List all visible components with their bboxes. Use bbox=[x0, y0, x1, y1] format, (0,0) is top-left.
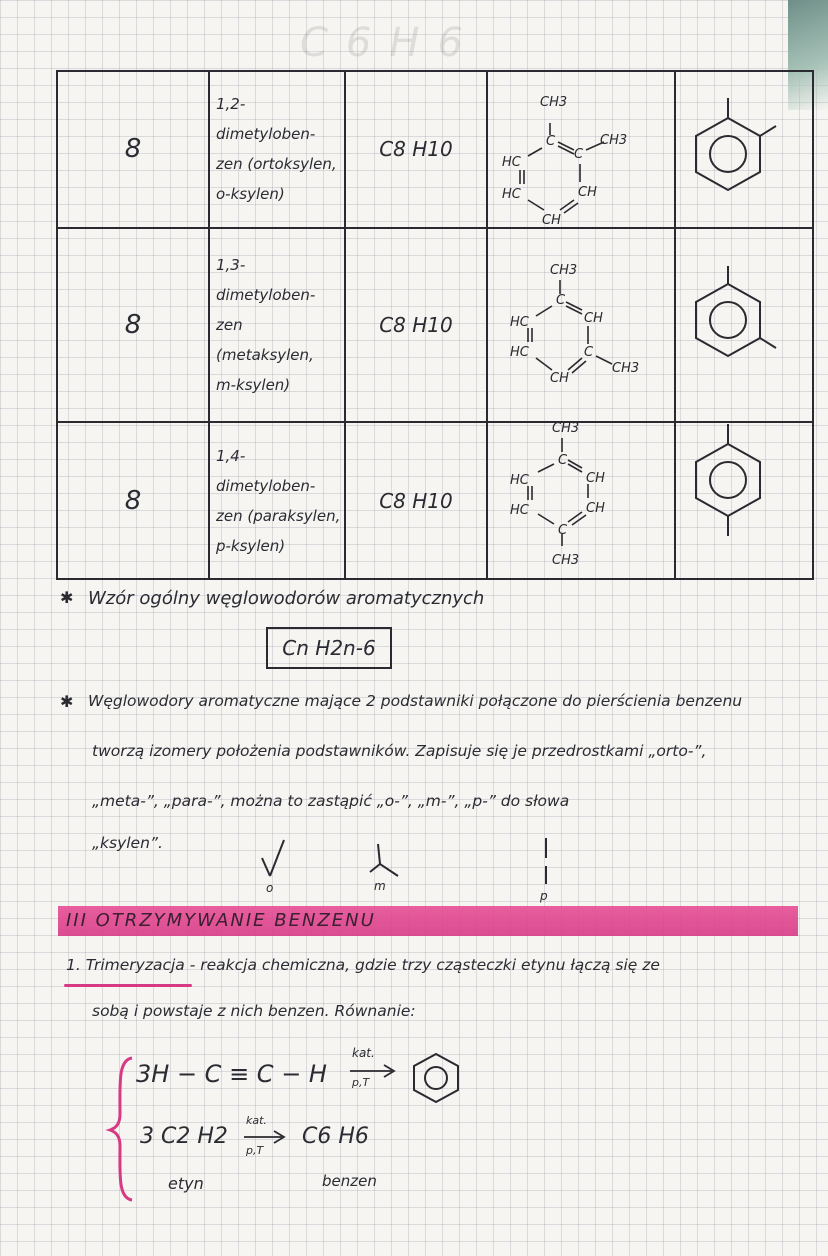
atom-label: C bbox=[558, 453, 568, 468]
faint-header: C6H6 bbox=[300, 20, 481, 66]
name-line: zen (paraksylen, bbox=[216, 506, 341, 525]
atom-label: C bbox=[558, 523, 568, 538]
general-formula-label: Wzór ogólny węglowodorów aromatycznych bbox=[88, 588, 485, 609]
molecular-formula bbox=[345, 422, 487, 579]
benzene-product-icon bbox=[408, 1050, 464, 1106]
atom-label: C bbox=[556, 293, 566, 308]
name-line: 1,2-dimetyloben- bbox=[216, 95, 316, 144]
atom-label: CH3 bbox=[600, 133, 628, 148]
atom-label: HC bbox=[502, 155, 521, 170]
atom-label: C bbox=[574, 147, 584, 162]
structure-meta bbox=[508, 258, 668, 398]
atom-label: C bbox=[584, 345, 594, 360]
bullet-icon: ✱ bbox=[60, 588, 74, 607]
atom-label: CH3 bbox=[552, 553, 580, 568]
equation-reactant: 3H − C ≡ C − H bbox=[136, 1060, 327, 1088]
isomers-note-line: Węglowodory aromatyczne mające 2 podstawniki połączone do pierścienia benzenu bbox=[88, 692, 743, 710]
isomers-note-line: „ksylen”. bbox=[92, 834, 163, 852]
name-line: o-ksylen) bbox=[216, 185, 285, 204]
ortho-sketch bbox=[254, 834, 294, 894]
trimerization-text: sobą i powstaje z nich benzen. Równanie: bbox=[92, 1002, 416, 1020]
atom-label: CH bbox=[586, 501, 605, 516]
equation-reactant: 3 C2 H2 bbox=[140, 1124, 228, 1149]
formula-text: C8 H10 bbox=[379, 488, 453, 513]
atom-label: HC bbox=[510, 345, 529, 360]
name-line: zen (ortoksylen, bbox=[216, 155, 337, 174]
structure-para bbox=[508, 412, 668, 582]
structure-ortho bbox=[500, 90, 660, 240]
atom-label: CH3 bbox=[550, 263, 578, 278]
benzene-ring-ortho bbox=[690, 98, 780, 218]
benzene-ring-para bbox=[690, 418, 780, 548]
carbon-count: 8 bbox=[57, 422, 209, 579]
molecular-formula bbox=[345, 228, 487, 423]
name-line: 1,4-dimetyloben- bbox=[216, 446, 316, 495]
isomer-label: m bbox=[374, 879, 386, 893]
isomers-note-line: „meta-”, „para-”, można to zastąpić „o-”, „m-”, „p-” do słowa bbox=[92, 792, 570, 810]
name-line: zen (metaksylen, bbox=[216, 315, 314, 364]
atom-label: HC bbox=[510, 473, 529, 488]
formula-text: C8 H10 bbox=[379, 137, 453, 162]
atom-label: C bbox=[546, 134, 556, 149]
trimerization-text: 1. Trimeryzacja - reakcja chemiczna, gdzie trzy cząsteczki etynu łączą się ze bbox=[66, 956, 660, 974]
compound-name bbox=[209, 228, 345, 423]
carbon-count: 8 bbox=[57, 71, 209, 228]
atom-label: CH3 bbox=[612, 361, 640, 376]
compound-label: etyn bbox=[168, 1174, 204, 1193]
bullet-icon: ✱ bbox=[60, 692, 74, 711]
para-sketch bbox=[534, 834, 564, 904]
atom-label: CH bbox=[586, 471, 605, 486]
isomer-label: p bbox=[540, 889, 548, 903]
compound-label: benzen bbox=[322, 1172, 377, 1190]
benzene-ring-meta bbox=[690, 262, 780, 382]
reaction-condition: p,T bbox=[246, 1144, 264, 1157]
name-line: m-ksylen) bbox=[216, 375, 291, 394]
carbon-count: 8 bbox=[57, 228, 209, 423]
atom-label: CH bbox=[542, 213, 561, 228]
molecular-formula bbox=[345, 71, 487, 228]
isomer-label: o bbox=[266, 881, 274, 895]
atom-label: HC bbox=[510, 315, 529, 330]
meta-sketch bbox=[364, 834, 414, 894]
general-formula-box: Cn H2n-6 bbox=[266, 627, 392, 669]
compound-name bbox=[209, 71, 345, 228]
term-underline bbox=[64, 984, 192, 987]
reaction-condition: kat. bbox=[352, 1046, 375, 1060]
atom-label: CH3 bbox=[540, 95, 568, 110]
name-line: p-ksylen) bbox=[216, 536, 286, 555]
section-title: III OTRZYMYWANIE BENZENU bbox=[66, 910, 376, 931]
atom-label: HC bbox=[510, 503, 529, 518]
reaction-arrow bbox=[348, 1064, 398, 1078]
atom-label: CH bbox=[584, 311, 603, 326]
atom-label: CH3 bbox=[552, 421, 580, 436]
compound-name bbox=[209, 422, 345, 579]
name-line: 1,3-dimetyloben- bbox=[216, 255, 316, 304]
reaction-condition: p,T bbox=[352, 1076, 370, 1089]
atom-label: CH bbox=[578, 185, 597, 200]
atom-label: CH bbox=[550, 371, 569, 386]
isomers-note-line: tworzą izomery położenia podstawników. Zapisuje się je przedrostkami „orto-”, bbox=[92, 742, 707, 760]
formula-text: C8 H10 bbox=[379, 312, 453, 337]
equation-product: C6 H6 bbox=[302, 1124, 369, 1149]
reaction-arrow bbox=[242, 1130, 292, 1144]
equation-brace bbox=[108, 1054, 138, 1204]
atom-label: HC bbox=[502, 187, 521, 202]
reaction-condition: kat. bbox=[246, 1114, 267, 1127]
